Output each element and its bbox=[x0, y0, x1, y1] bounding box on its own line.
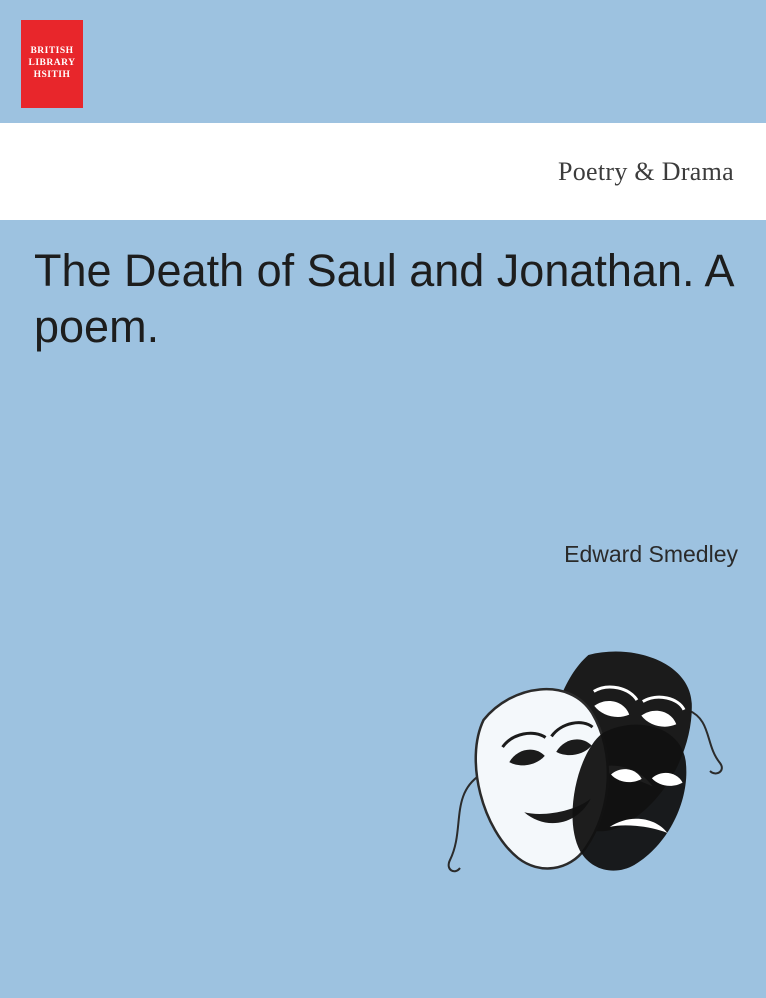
category-band bbox=[0, 123, 766, 220]
author-block bbox=[564, 541, 738, 568]
comedy-tragedy-masks-icon bbox=[420, 625, 740, 890]
author-name: Edward Smedley bbox=[564, 541, 738, 567]
british-library-logo-line-2: LIBRARY bbox=[28, 58, 76, 69]
british-library-logo-line-3: HSITIH bbox=[33, 69, 71, 80]
page-title: The Death of Saul and Jonathan. A poem. bbox=[34, 245, 733, 352]
british-library-logo bbox=[21, 20, 83, 108]
british-library-logo-line-1: BRITISH bbox=[30, 46, 74, 57]
category-label: Poetry & Drama bbox=[557, 156, 734, 186]
title-block bbox=[34, 243, 734, 355]
